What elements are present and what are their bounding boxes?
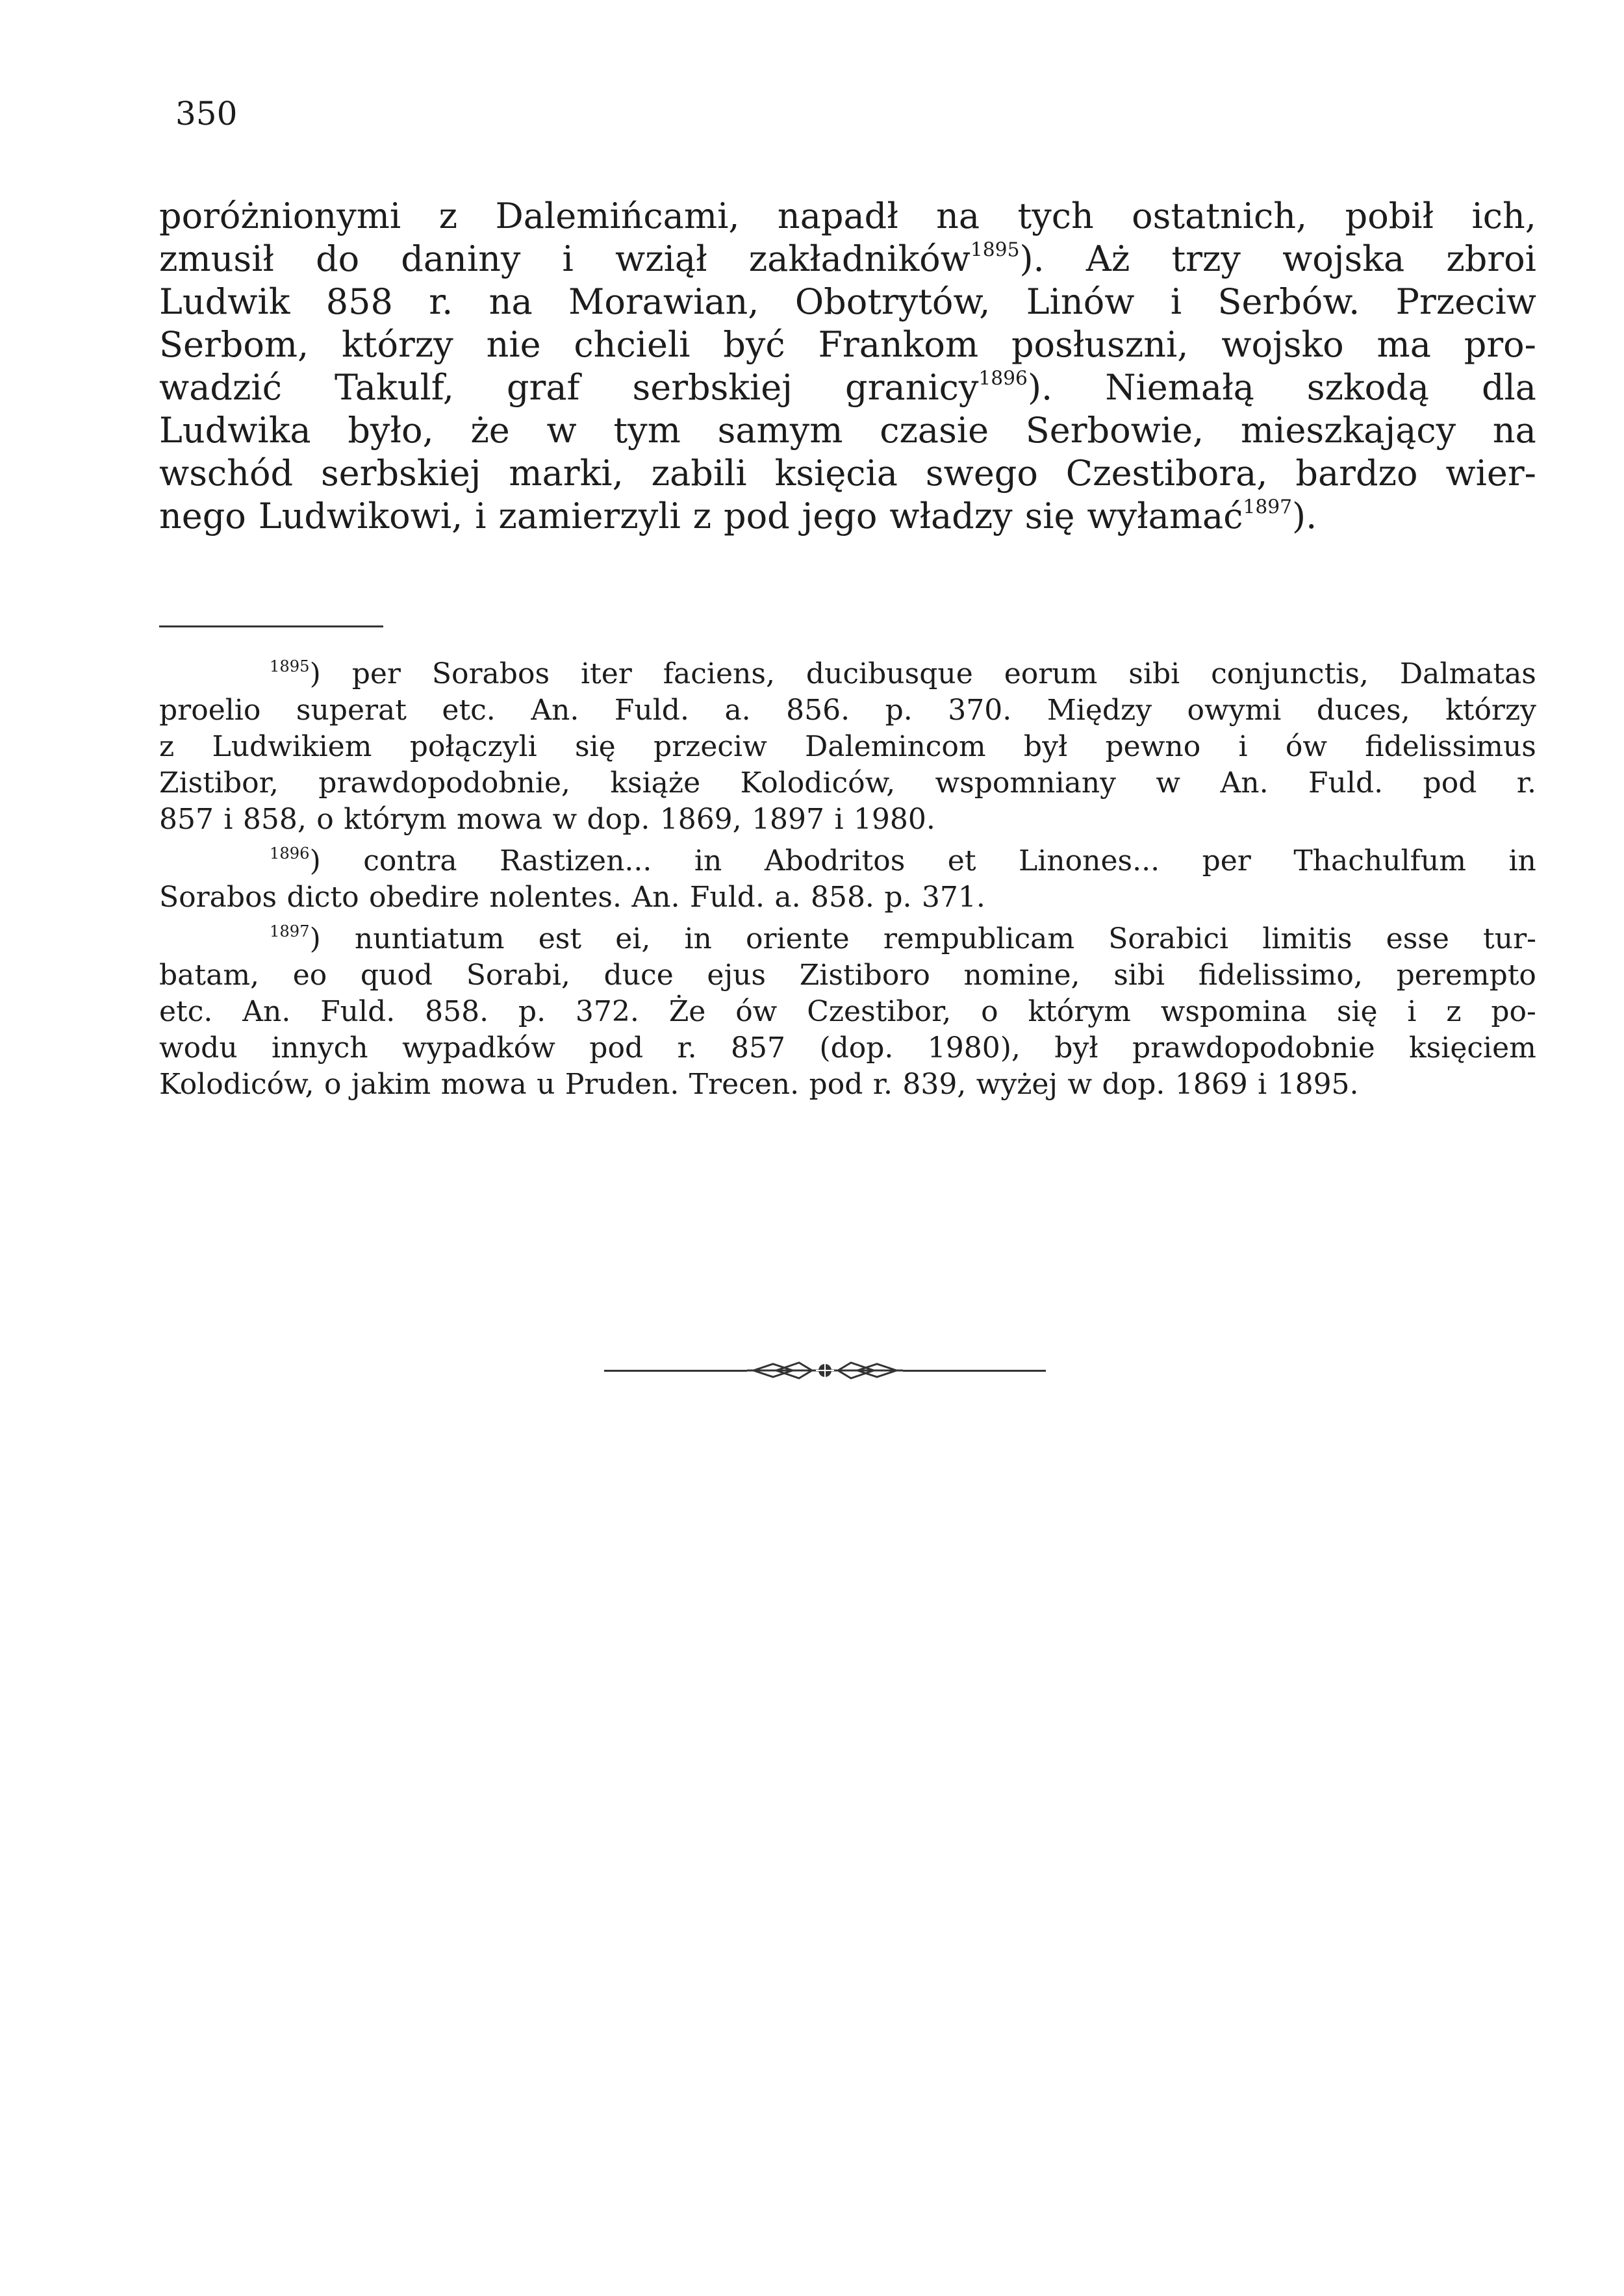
footnote-1895 bbox=[159, 656, 1536, 838]
footnote-ref: 1897 bbox=[1243, 496, 1293, 519]
main-text-line: wadzić Takulf, graf serbskiej granicy$^{1896}$). Niemałą szkodą dla bbox=[159, 367, 1536, 408]
main-text-line: wschód serbskiej marki, zabili księcia swego Czestibora, bardzo wier- bbox=[159, 453, 1536, 494]
ornament-right-rule bbox=[903, 1370, 1046, 1372]
footnote-number: 1897 bbox=[270, 922, 310, 940]
footnote-line: $^{1896}$) contra Rastizen... in Abodritos et Linones... per Thachulfum in bbox=[270, 844, 1536, 877]
footnote-line: Kolodiców, o jakim mowa u Pruden. Trecen. pod r. 839, wyżej w dop. 1869 i 1895. bbox=[159, 1068, 1359, 1101]
footnote-line: proelio superat etc. An. Fuld. a. 856. p. 370. Między owymi duces, którzy bbox=[159, 694, 1536, 727]
ornament-left-rule bbox=[604, 1370, 747, 1372]
footnote-line: Zistibor, prawdopodobnie, książe Kolodiców, wspomniany w An. Fuld. pod r. bbox=[159, 766, 1536, 800]
main-text-line: Serbom, którzy nie chcieli być Frankom posłuszni, wojsko ma pro- bbox=[159, 324, 1536, 365]
main-text bbox=[159, 195, 1536, 538]
main-text-line: Ludwik 858 r. na Morawian, Obotrytów, Linów i Serbów. Przeciw bbox=[159, 281, 1536, 322]
footnote-line: z Ludwikiem połączyli się przeciw Dalemincom był pewno i ów fidelissimus bbox=[159, 730, 1536, 763]
footnote-separator bbox=[159, 625, 383, 627]
footnote-line: $^{1897}$) nuntiatum est ei, in oriente rempublicam Sorabici limitis esse tur- bbox=[270, 922, 1536, 955]
footnote-line: 857 i 858, o którym mowa w dop. 1869, 1897 i 1980. bbox=[159, 803, 935, 836]
footnote-number: 1895 bbox=[270, 657, 310, 675]
footnote-ref: 1895 bbox=[970, 238, 1020, 262]
footnote-line: etc. An. Fuld. 858. p. 372. Że ów Czestibor, o którym wspomina się i z po- bbox=[159, 995, 1536, 1028]
footnote-line: wodu innych wypadków pod r. 857 (dop. 1980), był prawdopodobnie księciem bbox=[159, 1031, 1536, 1065]
ornament-icon bbox=[747, 1357, 903, 1383]
footnote-1897 bbox=[159, 921, 1536, 1103]
footnote-number: 1896 bbox=[270, 844, 310, 863]
main-text-line: poróżnionymi z Dalemińcami, napadł na tych ostatnich, pobił ich, bbox=[159, 196, 1536, 236]
footnote-line: $^{1895}$) per Sorabos iter faciens, ducibusque eorum sibi conjunctis, Dalmatas bbox=[270, 657, 1536, 690]
main-text-line: Ludwika było, że w tym samym czasie Serbowie, mieszkający na bbox=[159, 410, 1536, 451]
main-text-line: nego Ludwikowi, i zamierzyli z pod jego władzy się wyłamać$^{1897}$). bbox=[159, 496, 1317, 536]
footnotes bbox=[159, 656, 1536, 1108]
page-number: 350 bbox=[175, 95, 238, 132]
main-text-line: zmusił do daniny i wziął zakładników$^{1895}$). Aż trzy wojska zbroi bbox=[159, 238, 1536, 279]
footnote-line: Sorabos dicto obedire nolentes. An. Fuld. a. 858. p. 371. bbox=[159, 881, 985, 914]
footnote-line: batam, eo quod Sorabi, duce ejus Zistiboro nomine, sibi fidelissimo, perempto bbox=[159, 959, 1536, 992]
footnote-ref: 1896 bbox=[978, 367, 1028, 390]
footnote-1896 bbox=[159, 843, 1536, 916]
end-ornament bbox=[604, 1357, 1046, 1383]
